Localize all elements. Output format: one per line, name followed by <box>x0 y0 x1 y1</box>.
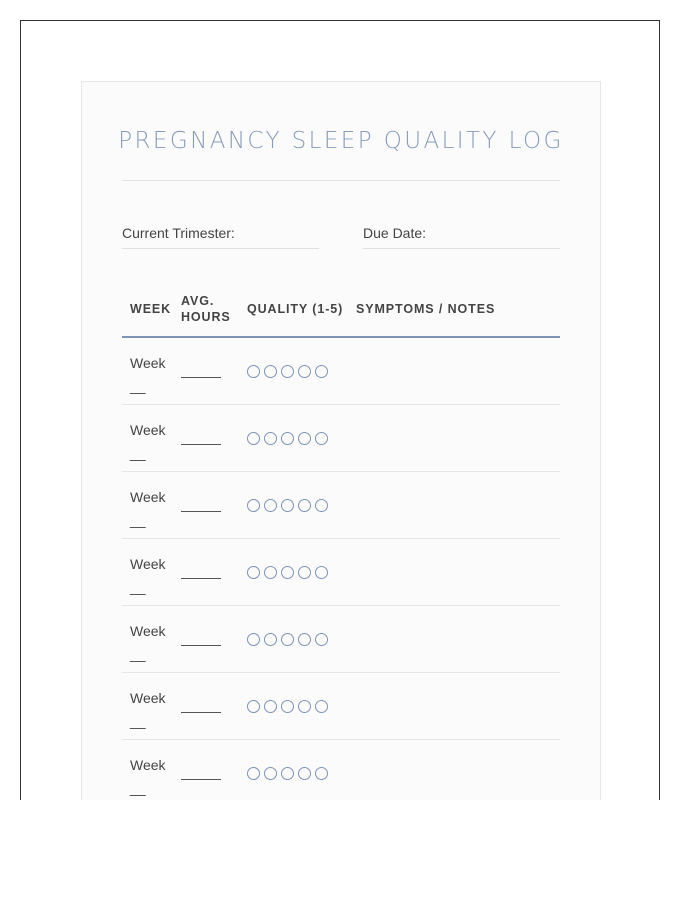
table-row <box>122 606 560 673</box>
page-frame <box>20 20 660 800</box>
symptoms-notes-cell[interactable] <box>356 539 560 605</box>
title-divider <box>122 180 560 181</box>
page-title: PREGNANCY SLEEP QUALITY LOG <box>118 128 564 154</box>
header-avg-hours-line2: HOURS <box>181 310 231 324</box>
quality-circle[interactable] <box>264 633 277 646</box>
symptoms-notes-cell[interactable] <box>356 338 560 404</box>
quality-circle[interactable] <box>315 633 328 646</box>
quality-rating <box>247 499 332 512</box>
quality-circle[interactable] <box>315 432 328 445</box>
quality-circle[interactable] <box>315 365 328 378</box>
quality-circle[interactable] <box>281 365 294 378</box>
week-cell[interactable] <box>130 352 178 398</box>
week-label: Week <box>130 556 166 572</box>
week-cell[interactable] <box>130 620 178 666</box>
quality-circle[interactable] <box>281 767 294 780</box>
quality-rating <box>247 767 332 780</box>
header-quality: QUALITY (1-5) <box>247 302 344 316</box>
week-label: Week <box>130 355 166 371</box>
symptoms-notes-cell[interactable] <box>356 472 560 538</box>
table-row <box>122 740 560 800</box>
quality-circle[interactable] <box>298 499 311 512</box>
week-number-blank: __ <box>130 579 146 595</box>
log-sheet <box>81 81 601 800</box>
week-cell[interactable] <box>130 754 178 800</box>
avg-hours-blank[interactable] <box>181 578 221 579</box>
quality-circle[interactable] <box>281 700 294 713</box>
week-label: Week <box>130 422 166 438</box>
quality-circle[interactable] <box>264 499 277 512</box>
week-cell[interactable] <box>130 486 178 532</box>
week-cell[interactable] <box>130 419 178 465</box>
quality-circle[interactable] <box>281 633 294 646</box>
week-number-blank: __ <box>130 512 146 528</box>
quality-rating <box>247 633 332 646</box>
quality-circle[interactable] <box>281 499 294 512</box>
quality-circle[interactable] <box>247 700 260 713</box>
quality-circle[interactable] <box>264 432 277 445</box>
week-label: Week <box>130 623 166 639</box>
quality-circle[interactable] <box>264 767 277 780</box>
quality-circle[interactable] <box>281 432 294 445</box>
quality-circle[interactable] <box>315 700 328 713</box>
table-header <box>122 292 560 338</box>
avg-hours-blank[interactable] <box>181 712 221 713</box>
quality-circle[interactable] <box>264 700 277 713</box>
quality-circle[interactable] <box>281 566 294 579</box>
header-symptoms-notes: SYMPTOMS / NOTES <box>356 302 496 316</box>
avg-hours-blank[interactable] <box>181 511 221 512</box>
quality-circle[interactable] <box>298 432 311 445</box>
quality-rating <box>247 566 332 579</box>
quality-circle[interactable] <box>298 633 311 646</box>
quality-circle[interactable] <box>298 566 311 579</box>
avg-hours-blank[interactable] <box>181 444 221 445</box>
week-cell[interactable] <box>130 687 178 733</box>
quality-circle[interactable] <box>247 432 260 445</box>
due-date-label: Due Date: <box>363 225 427 241</box>
week-number-blank: __ <box>130 445 146 461</box>
quality-circle[interactable] <box>264 566 277 579</box>
quality-circle[interactable] <box>247 633 260 646</box>
week-label: Week <box>130 757 166 773</box>
table-row <box>122 472 560 539</box>
week-label: Week <box>130 690 166 706</box>
week-number-blank: __ <box>130 378 146 394</box>
week-number-blank: __ <box>130 780 146 796</box>
quality-circle[interactable] <box>247 767 260 780</box>
quality-circle[interactable] <box>298 700 311 713</box>
quality-rating <box>247 700 332 713</box>
current-trimester-label: Current Trimester: <box>122 225 235 241</box>
table-row <box>122 405 560 472</box>
quality-circle[interactable] <box>264 365 277 378</box>
avg-hours-blank[interactable] <box>181 645 221 646</box>
table-row <box>122 539 560 606</box>
quality-circle[interactable] <box>298 767 311 780</box>
current-trimester-field[interactable] <box>122 225 319 249</box>
avg-hours-blank[interactable] <box>181 377 221 378</box>
week-label: Week <box>130 489 166 505</box>
quality-circle[interactable] <box>298 365 311 378</box>
quality-circle[interactable] <box>315 566 328 579</box>
week-number-blank: __ <box>130 713 146 729</box>
quality-circle[interactable] <box>247 566 260 579</box>
header-week: WEEK <box>130 302 172 316</box>
symptoms-notes-cell[interactable] <box>356 606 560 672</box>
sleep-log-table <box>122 292 560 800</box>
symptoms-notes-cell[interactable] <box>356 673 560 739</box>
table-row <box>122 338 560 405</box>
table-body <box>122 338 560 800</box>
due-date-field[interactable] <box>363 225 560 249</box>
header-avg-hours-line1: AVG. <box>181 294 215 308</box>
week-cell[interactable] <box>130 553 178 599</box>
quality-rating <box>247 365 332 378</box>
quality-circle[interactable] <box>247 365 260 378</box>
header-avg-hours <box>181 293 241 325</box>
avg-hours-blank[interactable] <box>181 779 221 780</box>
week-number-blank: __ <box>130 646 146 662</box>
quality-circle[interactable] <box>247 499 260 512</box>
quality-circle[interactable] <box>315 767 328 780</box>
table-row <box>122 673 560 740</box>
quality-circle[interactable] <box>315 499 328 512</box>
symptoms-notes-cell[interactable] <box>356 405 560 471</box>
symptoms-notes-cell[interactable] <box>356 740 560 800</box>
quality-rating <box>247 432 332 445</box>
